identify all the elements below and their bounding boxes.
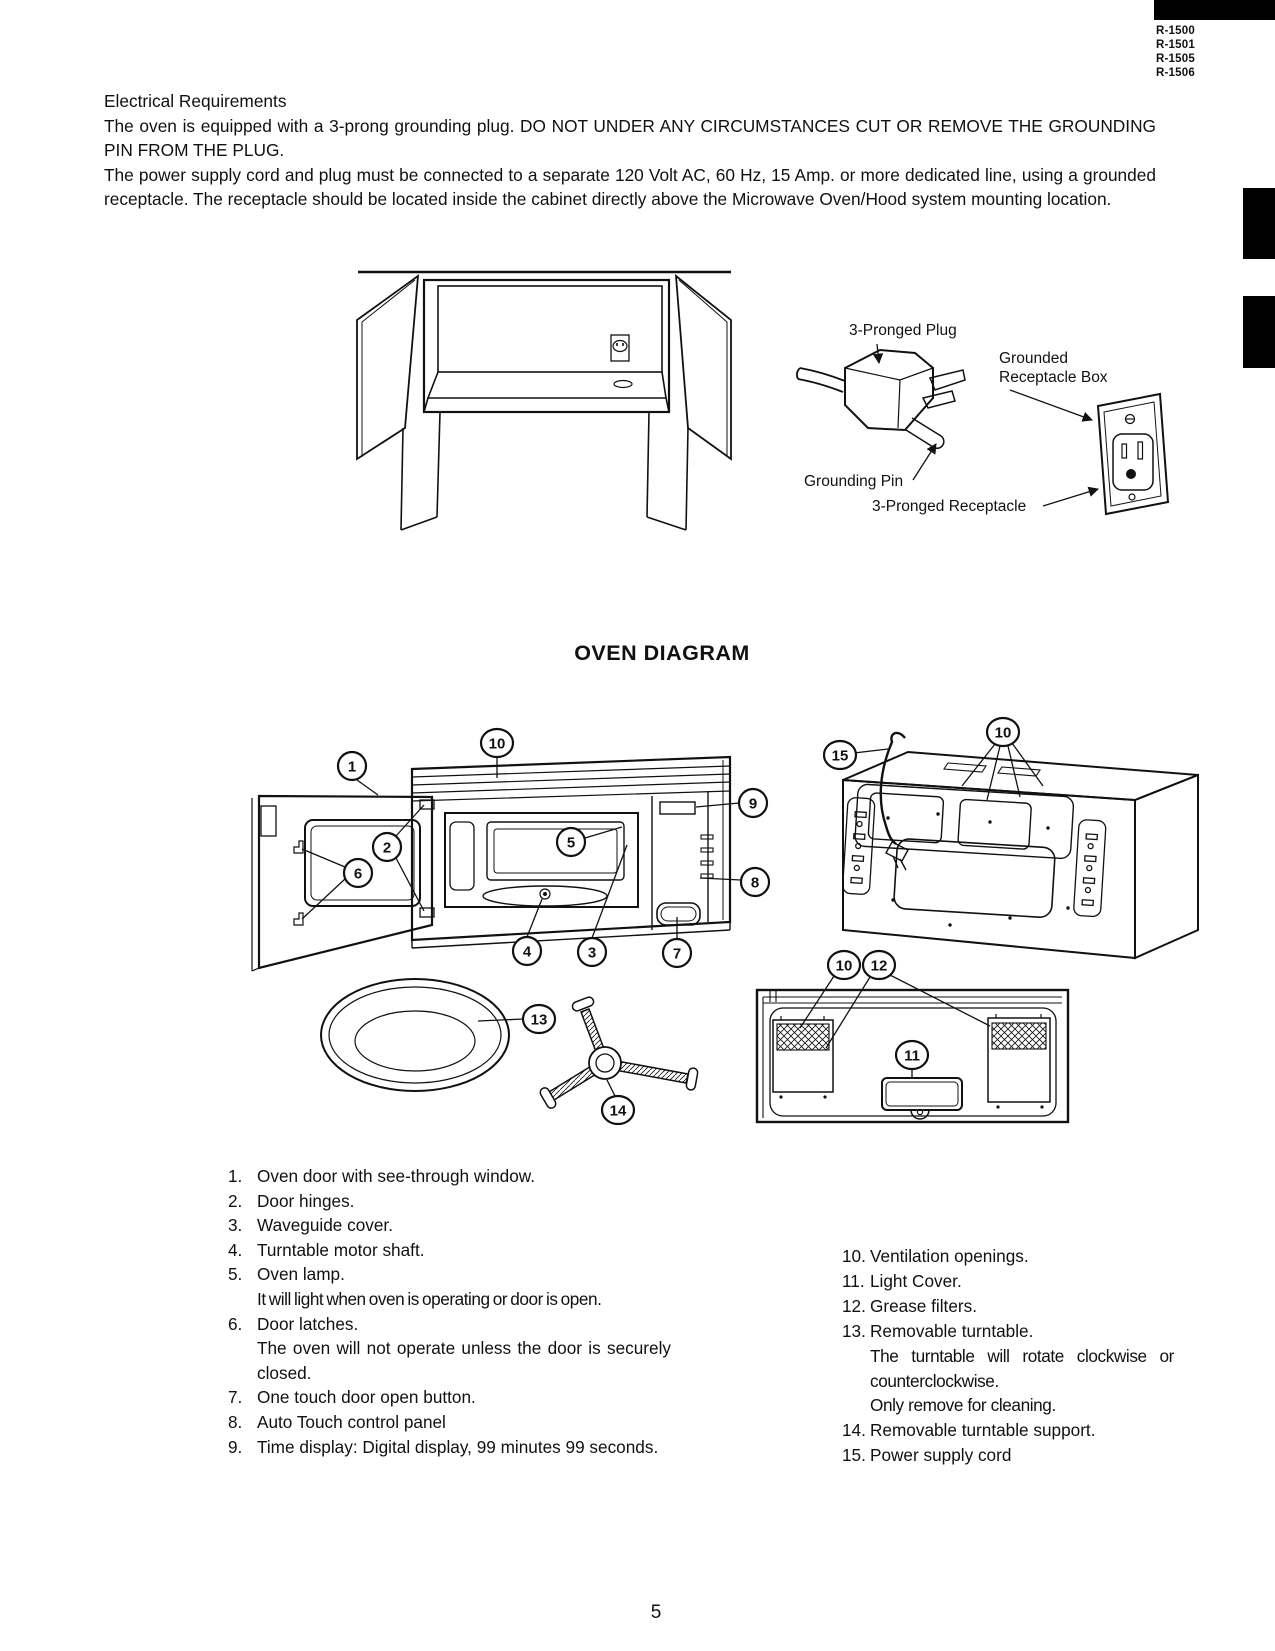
parts-list-item [228,1262,671,1287]
item-text: Oven door with see-through window. [257,1166,536,1186]
item-text: Time display: Digital display, 99 minutes 99 seconds. [257,1436,659,1457]
callout-15 [824,741,856,769]
callout-10 [828,951,860,979]
item-number: 9. [228,1436,243,1457]
item-subtext: It will light when oven is operating or door is open. [257,1288,602,1309]
callout-3 [578,938,606,966]
item-number: 13. [842,1320,866,1341]
svg-text:6: 6 [353,865,363,883]
electrical-paragraph-1: The oven is equipped with a 3-prong grounding plug. DO NOT UNDER ANY CIRCUMSTANCES CUT OR REMOVE THE GROUNDING PIN FROM THE PLUG. [104,115,1156,160]
svg-text:4: 4 [522,943,532,961]
item-number: 6. [228,1313,243,1334]
section-tab-mark [1243,296,1275,368]
electrical-paragraph-2: The power supply cord and plug must be connected to a separate 120 Volt AC, 60 Hz, 15 Amp. or more dedicated line, using a grounded receptacle. The receptacle should be located inside the cabinet directly above the Microwave Oven/Hood system mounting location. [104,164,1156,209]
parts-list-right [842,1244,1174,1468]
item-text: Grease filters. [870,1295,977,1316]
item-text: Auto Touch control panel [257,1411,446,1432]
callout-2 [373,833,401,861]
item-text: Oven lamp. [257,1264,345,1285]
item-text: Removable turntable support. [870,1420,1096,1441]
turntable-support [539,996,699,1110]
callout-6 [344,859,372,887]
model-number: R-1500 [1156,25,1195,37]
model-number-list [1156,24,1195,80]
pronged-receptacle-label: 3-Pronged Receptacle [872,498,1027,515]
callout-11 [896,1041,928,1069]
grounding-pin-label: Grounding Pin [804,473,904,490]
item-number: 4. [228,1239,243,1260]
svg-text:9: 9 [748,795,758,813]
item-text: Door hinges. [257,1190,355,1211]
svg-text:5: 5 [566,834,576,852]
svg-text:10: 10 [488,735,506,753]
item-subtext: The turntable will rotate clockwise or counterclockwise. [870,1345,1174,1391]
model-number: R-1501 [1156,39,1195,51]
plug-label: 3-Pronged Plug [849,322,957,339]
parts-list-item [842,1319,1174,1344]
item-number: 3. [228,1215,243,1236]
callout-14 [602,1096,634,1124]
item-text: Ventilation openings. [870,1246,1029,1266]
callout-12 [863,951,895,979]
parts-list-item [228,1312,671,1337]
electrical-requirements-section [104,89,1156,212]
item-number: 5. [228,1264,243,1285]
parts-list-item [842,1269,1174,1294]
model-number: R-1506 [1156,67,1195,79]
parts-list-item [842,1443,1174,1468]
svg-text:3: 3 [587,944,597,962]
svg-text:15: 15 [831,747,849,765]
item-text: Light Cover. [870,1270,962,1291]
svg-text:14: 14 [609,1102,627,1120]
parts-list-item [842,1418,1174,1443]
oven-front-view [252,757,741,971]
item-number: 7. [228,1387,243,1408]
parts-list-item [842,1244,1174,1269]
top-bleed-bar [1154,0,1275,20]
oven-rear-view [842,733,1198,958]
svg-text:12: 12 [870,957,888,975]
parts-list-item [228,1385,671,1410]
parts-list-item [228,1410,671,1435]
callout-8 [741,868,769,896]
item-subtext: The oven will not operate unless the door is securely closed. [257,1338,671,1383]
turntable-tray [321,979,524,1091]
callout-7 [663,939,691,967]
receptacle-box-label-line1: Grounded [999,350,1068,367]
parts-list-item [228,1189,671,1214]
callout-9 [739,789,767,817]
item-number: 12. [842,1295,866,1316]
callout-10 [987,718,1019,746]
parts-list-item [228,1164,671,1189]
section-tab-mark [1243,188,1275,259]
svg-text:7: 7 [672,945,682,963]
item-subtext: Only remove for cleaning. [870,1395,1056,1416]
item-text: Waveguide cover. [257,1215,393,1236]
item-text: Removable turntable. [870,1320,1034,1341]
parts-list-item [228,1213,671,1238]
item-text: Door latches. [257,1313,359,1334]
cabinet-illustration [357,272,731,530]
callout-13 [523,1005,555,1033]
svg-text:2: 2 [382,839,392,857]
parts-list-left [228,1164,671,1459]
item-text: Power supply cord [870,1445,1012,1466]
receptacle-box-label-line2: Receptacle Box [999,369,1108,386]
callout-4 [513,937,541,965]
callout-1 [338,752,366,780]
svg-text:13: 13 [530,1011,548,1029]
item-text: Turntable motor shaft. [257,1239,425,1260]
svg-text:8: 8 [750,874,760,892]
svg-text:1: 1 [347,758,357,776]
electrical-requirements-heading: Electrical Requirements [104,91,287,111]
callout-10 [481,729,513,757]
svg-text:11: 11 [904,1047,920,1065]
oven-diagram-title: OVEN DIAGRAM [574,641,750,665]
item-number: 8. [228,1411,243,1432]
item-number: 2. [228,1190,243,1211]
callout-5 [557,828,585,856]
svg-text:10: 10 [835,957,853,975]
parts-list-item [228,1238,671,1263]
item-number: 14. [842,1420,866,1441]
item-number: 11. [842,1270,865,1291]
svg-text:10: 10 [994,724,1012,742]
page-number: 5 [650,1602,662,1623]
receptacle-box-label [999,349,1108,387]
parts-list-item [842,1294,1174,1319]
item-number: 10. [842,1246,866,1266]
item-text: One touch door open button. [257,1387,476,1408]
parts-list-item [228,1435,671,1460]
item-number: 15. [842,1445,866,1466]
model-number: R-1505 [1156,53,1195,65]
item-number: 1. [228,1166,243,1186]
